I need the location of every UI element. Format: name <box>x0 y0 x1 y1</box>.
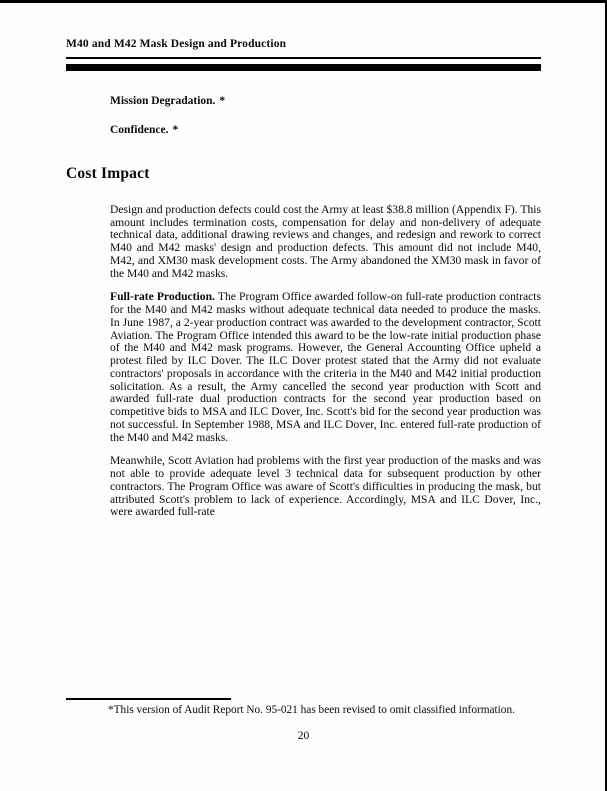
header-rule-thin <box>66 57 541 59</box>
term-item-confidence <box>110 124 541 137</box>
term-item-mission-degradation <box>110 95 541 108</box>
paragraph-cost-summary: Design and production defects could cost the Army at least $38.8 million (Appendix F). This amount includes termination costs, compensation for delay and non-delivery of adequate technical data, additional drawing reviews and changes, and redesign and rework to correct M40 and M42 masks' design and production defects. This amount did not include M40, M42, and XM30 mask development costs. The Army abandoned the XM30 mask in favor of the M40 and M42 masks. <box>110 202 541 280</box>
page-number: 20 <box>297 729 310 742</box>
footnote-marker-confidence: * <box>172 124 179 137</box>
page-footer <box>66 698 541 742</box>
footnote-marker-mission: * <box>219 94 226 107</box>
running-header-title: M40 and M42 Mask Design and Production <box>66 38 287 50</box>
paragraph-body-full-rate-production: The Program Office awarded follow-on full-rate production contracts for the M40 and M42 masks without adequate technical data needed to produce the masks. In June 1987, a 2-year production contract was awarded to the development contractor, Scott Aviation. The Program Office intended this award to be the low-rate initial production phase of the M40 and M42 mask programs. However, the General Accounting Office upheld a protest filed by ILC Dover. The ILC Dover protest stated that the Army did not evaluate contractors' proposals in accordance with the criteria in the M40 and M42 initial production solicitation. As a result, the Army cancelled the second year production with Scott and awarded full-rate dual production contracts for the second year production based on competitive bids to MSA and ILC Dover, Inc. Scott's bid for the second year production was not successful. In September 1988, MSA and ILC Dover, Inc. entered full-rate production of the M40 and M42 masks. <box>110 290 541 444</box>
term-label-confidence: Confidence. <box>110 124 169 137</box>
paragraph-lead-full-rate-production: Full-rate Production. <box>110 290 215 304</box>
paragraph-scott-aviation-problems: Meanwhile, Scott Aviation had problems with the first year production of the masks and was not able to provide adequate level 3 technical data for subsequent production by other contractors. The Program Office was aware of Scott's difficulties in producing the mask, but attributed Scott's problem to lack of experience. Accordingly, MSA and ILC Dover, Inc., were awarded full-rate <box>110 454 541 519</box>
paragraph-full-rate-production <box>110 291 541 444</box>
footnote-separator-rule <box>66 698 231 700</box>
section-heading-cost-impact: Cost Impact <box>66 164 150 182</box>
page-content <box>66 38 541 519</box>
footnote-text: *This version of Audit Report No. 95-021 has been revised to omit classified information. <box>108 703 515 716</box>
header-rule-thick <box>66 64 541 71</box>
term-label-mission-degradation: Mission Degradation. <box>110 94 216 107</box>
scan-artifact-top-edge <box>0 0 607 3</box>
term-list <box>110 95 541 137</box>
